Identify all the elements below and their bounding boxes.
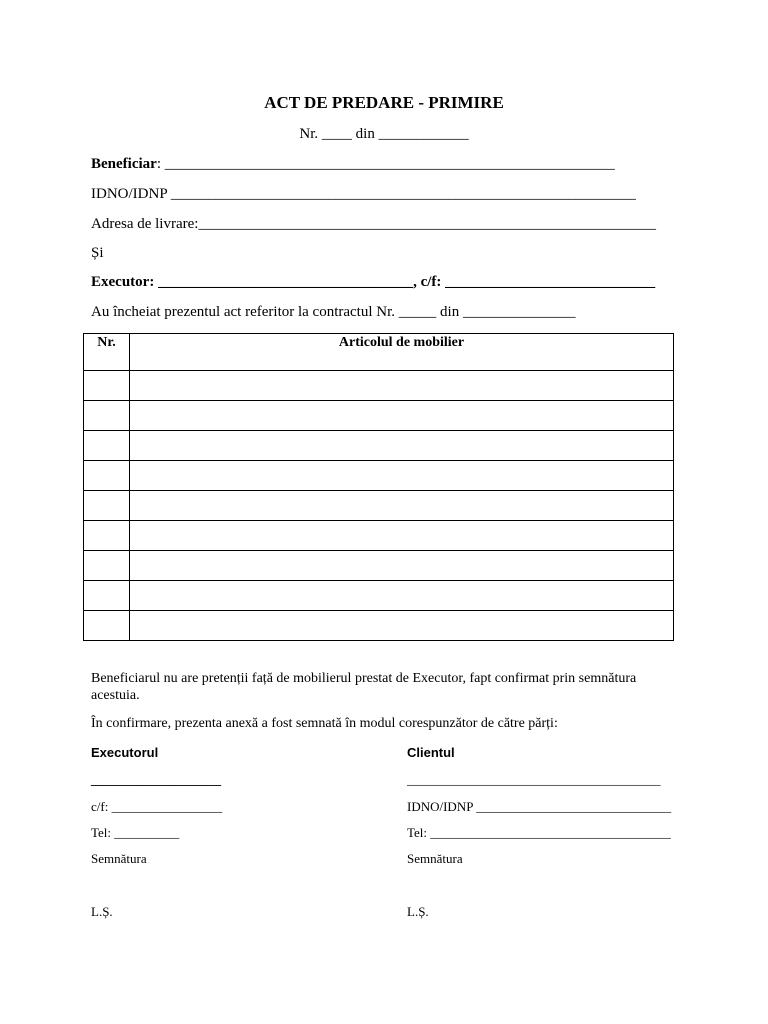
beneficiar-line — [91, 156, 615, 173]
adresa-line: Adresa de livrare:_____________________________________________________________ — [91, 216, 656, 232]
cell-articol — [130, 431, 674, 461]
contract-line: Au încheiat prezentul act referitor la contractul Nr. _____ din _______________ — [91, 304, 576, 320]
cell-nr — [84, 581, 130, 611]
cell-articol — [130, 491, 674, 521]
furniture-items-table — [83, 333, 674, 641]
executor-heading: Executorul — [91, 745, 159, 760]
si-text: Și — [91, 245, 104, 261]
header-nr: Nr. — [84, 334, 130, 371]
beneficiar-field: : ____________________________________________________________ — [156, 156, 615, 172]
document-number-line: Nr. ____ din ____________ — [299, 126, 469, 142]
table-row — [84, 431, 674, 461]
client-heading: Clientul — [407, 745, 455, 760]
executor-field: : __________________________________, c/f: ____________________________ — [149, 274, 656, 290]
cell-articol — [130, 521, 674, 551]
client-idno-line: IDNO/IDNP ______________________________ — [407, 799, 672, 814]
executor-label: Executor — [91, 274, 150, 290]
cell-nr — [84, 401, 130, 431]
client-stamp-label: L.Ș. — [407, 904, 429, 919]
table-row — [84, 491, 674, 521]
table-row — [84, 521, 674, 551]
client-tel-line: Tel: _____________________________________ — [407, 825, 671, 840]
executor-stamp-label: L.Ș. — [91, 904, 113, 919]
table-row — [84, 551, 674, 581]
cell-articol — [130, 371, 674, 401]
idno-line: IDNO/IDNP ______________________________________________________________ — [91, 186, 636, 202]
document-title: ACT DE PREDARE - PRIMIRE — [264, 93, 504, 112]
executor-tel-line: Tel: __________ — [91, 825, 180, 840]
cell-nr — [84, 611, 130, 641]
pretentii-paragraph: Beneficiarul nu are pretenții față de mobilierul prestat de Executor, fapt confirmat prin semnătura acestuia. — [91, 671, 637, 703]
cell-nr — [84, 461, 130, 491]
executor-signature-label: Semnătura — [91, 851, 147, 866]
header-articol: Articolul de mobilier — [130, 334, 674, 371]
client-name-line: _______________________________________ — [407, 772, 661, 787]
table-header-row — [84, 334, 674, 371]
cell-nr — [84, 431, 130, 461]
client-signature-label: Semnătura — [407, 851, 463, 866]
executor-line — [91, 274, 655, 291]
beneficiar-label: Beneficiar — [91, 156, 157, 172]
cell-nr — [84, 491, 130, 521]
confirmare-paragraph: În confirmare, prezenta anexă a fost semnată în modul corespunzător de către părți: — [91, 716, 558, 731]
table-row — [84, 371, 674, 401]
cell-articol — [130, 551, 674, 581]
table-row — [84, 611, 674, 641]
cell-articol — [130, 401, 674, 431]
cell-nr — [84, 551, 130, 581]
table-row — [84, 461, 674, 491]
cell-articol — [130, 611, 674, 641]
table-row — [84, 581, 674, 611]
cell-nr — [84, 371, 130, 401]
cell-articol — [130, 461, 674, 491]
cell-nr — [84, 521, 130, 551]
executor-name-line: ____________________ — [91, 772, 221, 787]
table-row — [84, 401, 674, 431]
cell-articol — [130, 581, 674, 611]
executor-cf-line: c/f: _________________ — [91, 799, 223, 814]
